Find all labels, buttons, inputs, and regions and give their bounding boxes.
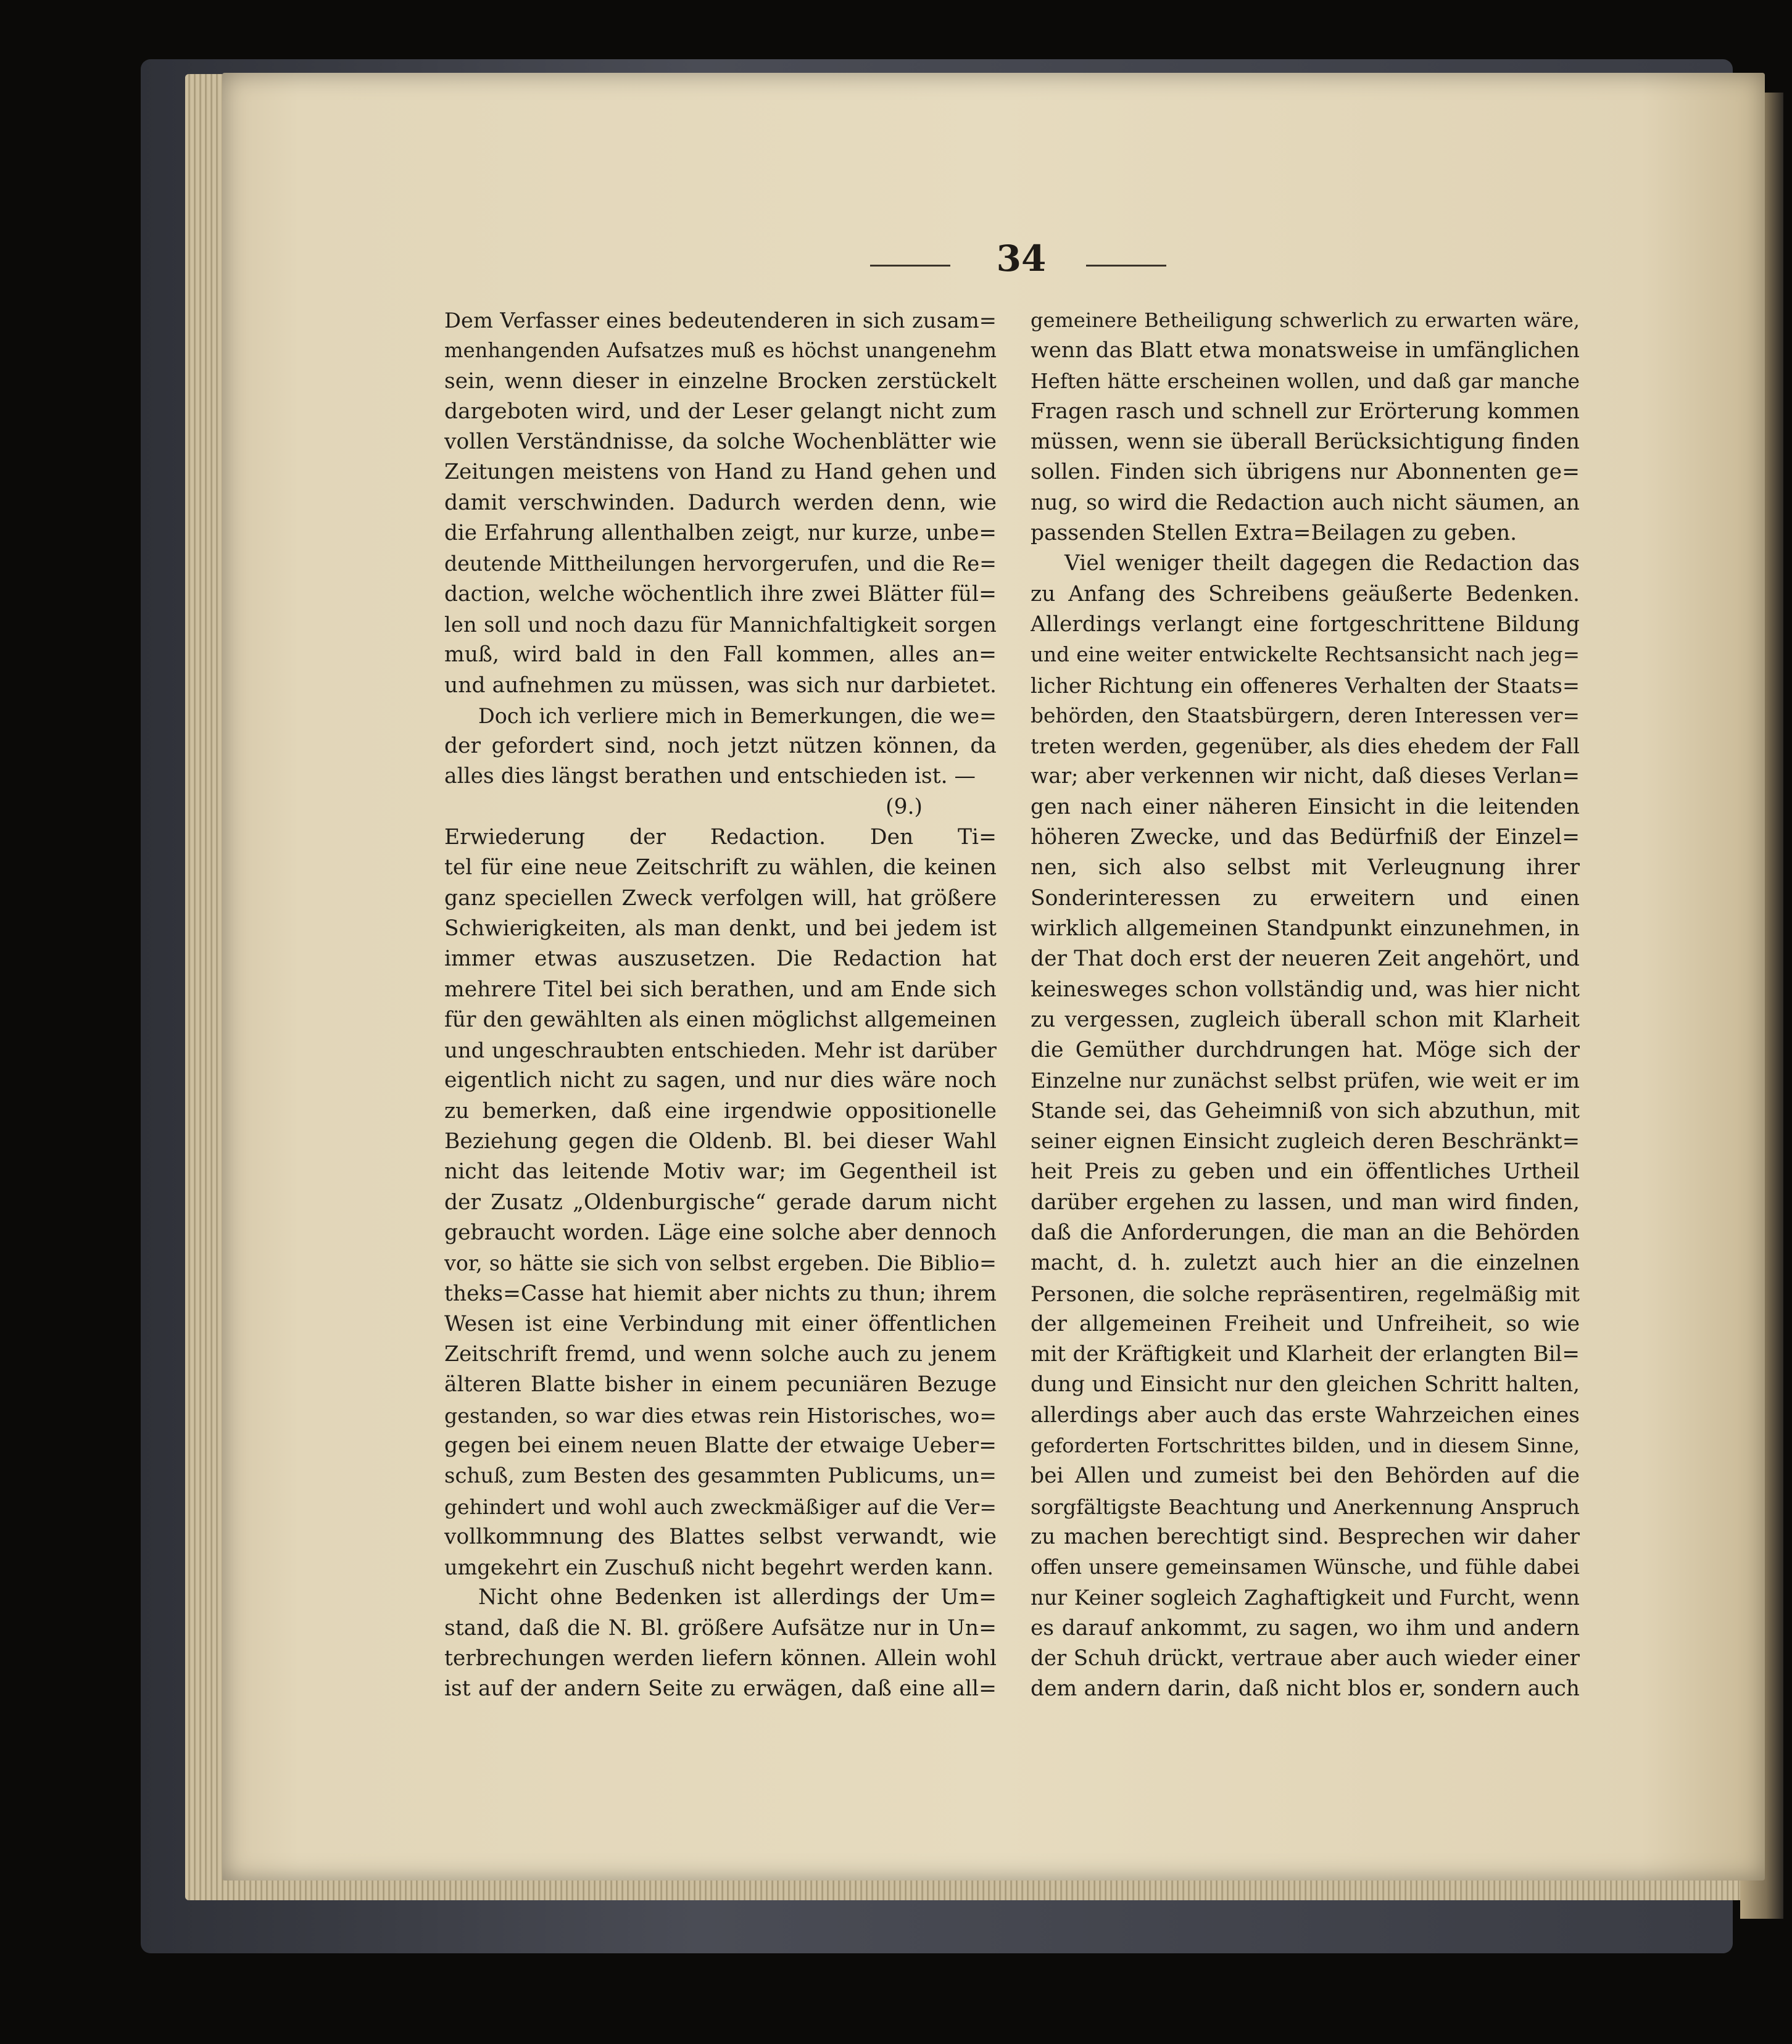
- text-line: Einzelne nur zunächst selbst prüfen, wie weit er im: [1031, 1069, 1580, 1093]
- text-line: wirklich allgemeinen Standpunkt einzunehmen, in: [1031, 916, 1580, 941]
- text-line: muß, wird bald in den Fall kommen, alles an=: [444, 642, 997, 668]
- text-line: der That doch erst der neueren Zeit angehört, und: [1031, 946, 1580, 972]
- text-line: gemeinere Betheiligung schwerlich zu erwarten wäre,: [1031, 308, 1580, 332]
- text-line: der allgemeinen Freiheit und Unfreiheit, so wie: [1031, 1311, 1580, 1336]
- text-line: len soll und noch dazu für Mannichfaltigkeit sorgen: [444, 612, 997, 637]
- text-line: Viel weniger theilt dagegen die Redaction das: [1064, 551, 1580, 576]
- text-line: vollkommnung des Blattes selbst verwandt, wie: [444, 1524, 997, 1549]
- text-line: nen, sich also selbst mit Verleugnung ihrer: [1031, 855, 1580, 880]
- section-heading-line: Erwiederung der Redaction. Den Ti=: [444, 825, 997, 850]
- text-line: gestanden, so war dies etwas rein Historisches, wo=: [444, 1403, 997, 1428]
- text-line: stand, daß die N. Bl. größere Aufsätze nur in Un=: [444, 1615, 997, 1641]
- text-line: und eine weiter entwickelte Rechtsansicht nach jeg=: [1031, 643, 1580, 667]
- text-line: Beziehung gegen die Oldenb. Bl. bei dieser Wahl: [444, 1129, 997, 1154]
- text-line: der Zusatz „Oldenburgische“ gerade darum nicht: [444, 1190, 997, 1215]
- text-line: deutende Mittheilungen hervorgerufen, und die Re=: [444, 552, 997, 576]
- text-line: Nicht ohne Bedenken ist allerdings der Um=: [478, 1585, 997, 1610]
- text-line: Dem Verfasser eines bedeutenderen in sich zusam=: [444, 308, 997, 333]
- text-line: dung und Einsicht nur den gleichen Schritt halten,: [1031, 1372, 1580, 1397]
- text-line: zu Anfang des Schreibens geäußerte Bedenken.: [1031, 581, 1580, 606]
- text-line: höheren Zwecke, und das Bedürfniß der Einzel=: [1031, 825, 1580, 850]
- text-line: war; aber verkennen wir nicht, daß dieses Verlan=: [1031, 764, 1580, 789]
- page-number: 34: [996, 238, 1047, 279]
- text-line: damit verschwinden. Dadurch werden denn, wie: [444, 490, 997, 515]
- text-line: und aufnehmen zu müssen, was sich nur darbietet.: [444, 672, 997, 698]
- text-line: Allerdings verlangt eine fortgeschrittene Bildung: [1031, 611, 1580, 637]
- text-line: umgekehrt ein Zuschuß nicht begehrt werden kann.: [444, 1555, 994, 1580]
- text-line: der Schuh drückt, vertraue aber auch wieder einer: [1031, 1646, 1580, 1671]
- text-line: terbrechungen werden liefern können. Allein wohl: [444, 1646, 997, 1671]
- text-line: licher Richtung ein offeneres Verhalten der Staats=: [1031, 673, 1580, 698]
- text-line: offen unsere gemeinsamen Wünsche, und fühle dabei: [1031, 1555, 1580, 1579]
- text-line: wenn das Blatt etwa monatsweise in umfänglichen: [1031, 338, 1580, 363]
- text-line: geforderten Fortschrittes bilden, und in diesem Sinne,: [1031, 1433, 1580, 1457]
- text-line: Zeitschrift fremd, und wenn solche auch zu jenem: [444, 1342, 997, 1367]
- text-line: gegen bei einem neuen Blatte der etwaige Ueber=: [444, 1433, 997, 1458]
- text-line: Heften hätte erscheinen wollen, und daß gar manche: [1031, 369, 1580, 393]
- text-line: zu vergessen, zugleich überall schon mit Klarheit: [1031, 1007, 1580, 1032]
- text-line: keinesweges schon vollständig und, was hier nicht: [1031, 977, 1580, 1002]
- text-line: Doch ich verliere mich in Bemerkungen, die we=: [478, 703, 997, 728]
- text-line: Wesen ist eine Verbindung mit einer öffentlichen: [444, 1311, 997, 1336]
- text-line: heit Preis zu geben und ein öffentliches Urtheil: [1031, 1159, 1580, 1185]
- text-line: mehrere Titel bei sich berathen, und am Ende sich: [444, 977, 997, 1002]
- text-line: macht, d. h. zuletzt auch hier an die einzelnen: [1031, 1251, 1580, 1276]
- text-line: gebraucht worden. Läge eine solche aber dennoch: [444, 1220, 997, 1245]
- text-line: menhangenden Aufsatzes muß es höchst unangenehm: [444, 339, 997, 363]
- text-line: nur Keiner sogleich Zaghaftigkeit und Furcht, wenn: [1031, 1586, 1580, 1610]
- text-line: zu bemerken, daß eine irgendwie oppositionelle: [444, 1098, 997, 1123]
- text-line: seiner eignen Einsicht zugleich deren Beschränkt=: [1031, 1130, 1580, 1154]
- text-line: behörden, den Staatsbürgern, deren Interessen ver=: [1031, 703, 1580, 727]
- text-line: alles dies längst berathen und entschieden ist. —: [444, 764, 976, 789]
- text-line: gehindert und wohl auch zweckmäßiger auf die Ver=: [444, 1494, 997, 1519]
- text-line: vor, so hätte sie sich von selbst ergeben. Die Biblio=: [444, 1251, 997, 1276]
- text-line: dem andern darin, daß nicht blos er, sondern auch: [1031, 1676, 1580, 1702]
- text-line: und ungeschraubten entschieden. Mehr ist darüber: [444, 1038, 997, 1063]
- text-line: der gefordert sind, noch jetzt nützen können, da: [444, 734, 997, 759]
- text-line: die Gemüther durchdrungen hat. Möge sich der: [1031, 1038, 1580, 1063]
- text-line: daction, welche wöchentlich ihre zwei Blätter fül=: [444, 581, 997, 606]
- text-line: nug, so wird die Redaction auch nicht säumen, an: [1031, 490, 1580, 515]
- text-line: nicht das leitende Motiv war; im Gegentheil ist: [444, 1159, 997, 1185]
- text-line: Personen, die solche repräsentiren, regelmäßig mit: [1031, 1281, 1580, 1306]
- text-line: allerdings aber auch das erste Wahrzeichen eines: [1031, 1402, 1580, 1428]
- text-line: dargeboten wird, und der Leser gelangt nicht zum: [444, 399, 997, 424]
- text-line: die Erfahrung allenthalben zeigt, nur kurze, unbe=: [444, 521, 997, 546]
- text-line: ist auf der andern Seite zu erwägen, daß eine all=: [444, 1676, 997, 1702]
- text-line: müssen, wenn sie überall Berücksichtigung finden: [1031, 429, 1580, 455]
- text-line: zu machen berechtigt sind. Besprechen wir daher: [1031, 1524, 1580, 1549]
- text-line: treten werden, gegenüber, als dies ehedem der Fall: [1031, 734, 1580, 759]
- text-line: mit der Kräftigkeit und Klarheit der erlangten Bil=: [1031, 1342, 1580, 1367]
- text-line: vollen Verständnisse, da solche Wochenblätter wie: [444, 429, 997, 455]
- text-line: gen nach einer näheren Einsicht in die leitenden: [1031, 794, 1580, 819]
- text-line: tel für eine neue Zeitschrift zu wählen, die keinen: [444, 855, 997, 880]
- text-line: eigentlich nicht zu sagen, und nur dies wäre noch: [444, 1068, 997, 1093]
- text-line: daß die Anforderungen, die man an die Behörden: [1031, 1220, 1580, 1245]
- text-line: darüber ergehen zu lassen, und man wird finden,: [1031, 1190, 1580, 1215]
- text-line: immer etwas auszusetzen. Die Redaction hat: [444, 946, 997, 972]
- text-line: es darauf ankommt, zu sagen, wo ihm und andern: [1031, 1615, 1580, 1641]
- text-line: Sonderinteressen zu erweitern und einen: [1031, 885, 1580, 911]
- text-line: ganz speciellen Zweck verfolgen will, hat größere: [444, 885, 997, 911]
- text-column-right: [1031, 305, 1580, 1879]
- text-line: passenden Stellen Extra=Beilagen zu geben.: [1031, 521, 1517, 546]
- text-line: theks=Casse hat hiemit aber nichts zu thun; ihrem: [444, 1281, 997, 1306]
- text-line: älteren Blatte bisher in einem pecuniären Bezuge: [444, 1372, 997, 1397]
- text-line: sollen. Finden sich übrigens nur Abonnenten ge=: [1031, 460, 1580, 485]
- letter-number: (9.): [886, 794, 923, 819]
- header-rule-left: [870, 265, 950, 267]
- text-line: Schwierigkeiten, als man denkt, und bei jedem ist: [444, 916, 997, 941]
- text-line: sein, wenn dieser in einzelne Brocken zerstückelt: [444, 368, 997, 394]
- header-rule-right: [1086, 265, 1166, 267]
- text-line: für den gewählten als einen möglichst allgemeinen: [444, 1007, 997, 1032]
- text-line: Zeitungen meistens von Hand zu Hand gehen und: [444, 460, 997, 485]
- text-column-left: [444, 305, 997, 1879]
- text-line: schuß, zum Besten des gesammten Publicums, un=: [444, 1463, 997, 1489]
- text-line: sorgfältigste Beachtung und Anerkennung Anspruch: [1031, 1494, 1580, 1519]
- text-line: Stande sei, das Geheimniß von sich abzuthun, mit: [1031, 1098, 1580, 1123]
- text-line: Fragen rasch und schnell zur Erörterung kommen: [1031, 399, 1580, 424]
- text-line: bei Allen und zumeist bei den Behörden auf die: [1031, 1463, 1580, 1489]
- page-header: [845, 238, 1191, 287]
